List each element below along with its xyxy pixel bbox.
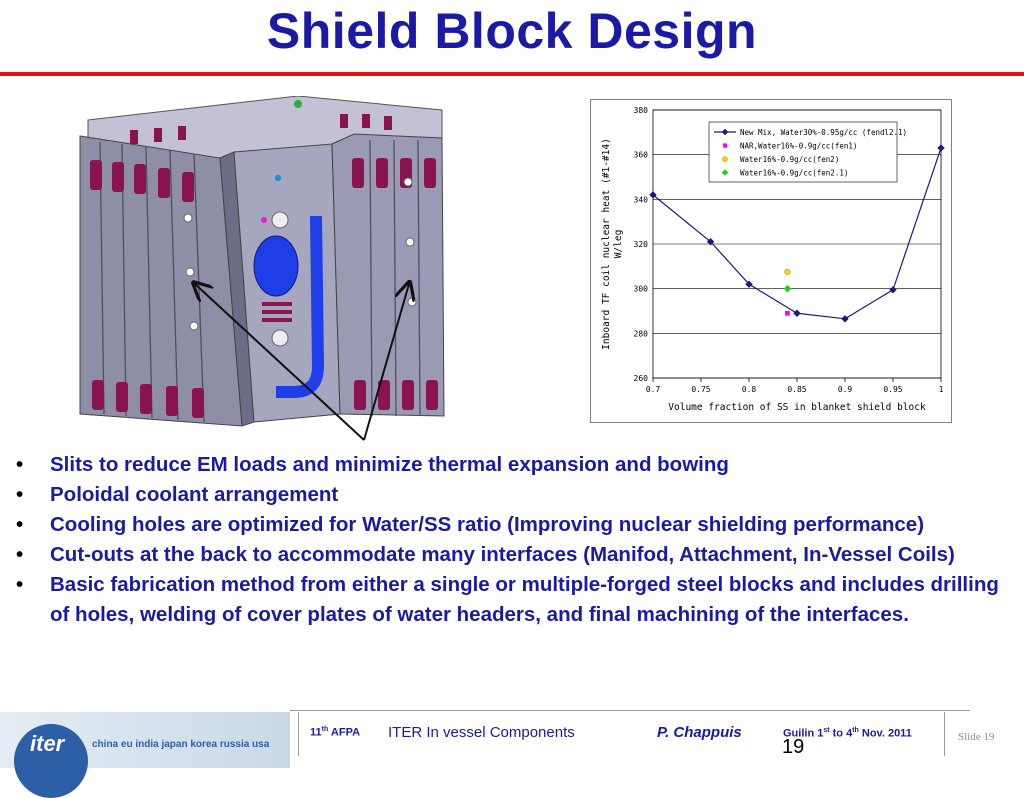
y-tick-label: 360 — [633, 150, 648, 160]
y-tick-label: 340 — [633, 195, 648, 205]
legend-label: NAR,Water16%-0.9g/cc(fen1) — [740, 141, 858, 151]
bullet-item: • Basic fabrication method from either a single or multiple-forged steel blocks and includes drilling of holes, welding of cover plates of water headers, and final machining of the interfaces. — [10, 570, 1010, 630]
slide-label: Slide 19 — [958, 731, 995, 743]
iter-members-text: china eu india japan korea russia usa — [92, 739, 270, 750]
y-tick-label: 260 — [633, 374, 648, 383]
bullet-list — [10, 450, 1010, 630]
bullet-item: • Cooling holes are optimized for Water/SS ratio (Improving nuclear shielding performance) — [10, 510, 1010, 540]
data-point — [890, 287, 896, 293]
nuclear-heat-chart — [590, 99, 952, 423]
bullet-item: • Poloidal coolant arrangement — [10, 480, 1010, 510]
iter-logo-text: iter — [30, 731, 65, 756]
data-point — [842, 316, 848, 322]
slide-title: Shield Block Design — [266, 3, 758, 59]
bullet-item: • Slits to reduce EM loads and minimize thermal expansion and bowing — [10, 450, 1010, 480]
x-tick-label: 0.9 — [837, 385, 853, 394]
footer-date: Guilin 1st to 4th Nov. 2011 — [783, 727, 912, 740]
footer-conference: 11th AFPA — [310, 726, 361, 739]
footer-separator — [298, 712, 299, 756]
y-tick-label: 380 — [633, 106, 648, 115]
data-point — [785, 311, 790, 316]
x-axis-label: Volume fraction of SS in blanket shield block — [668, 402, 926, 413]
nuclear-heat-chart-plot — [591, 100, 951, 422]
data-point — [794, 310, 800, 316]
y-tick-label: 300 — [633, 284, 648, 294]
footer-session: ITER In vessel Components — [388, 724, 575, 741]
data-point — [785, 269, 790, 274]
data-point — [784, 286, 790, 292]
x-tick-label: 0.75 — [691, 385, 711, 394]
y-axis-label: W/leg — [613, 229, 624, 259]
legend-label: Water16%-0.9g/cc(fen2.1) — [740, 168, 849, 178]
footer-divider — [290, 710, 970, 711]
page-number: 19 — [782, 736, 805, 758]
x-tick-label: 0.85 — [787, 385, 807, 394]
legend-label: New Mix, Water30%-0.95g/cc (fendl2.1) — [740, 128, 908, 137]
legend-marker — [723, 157, 728, 162]
footer-author: P. Chappuis — [657, 724, 742, 741]
y-tick-label: 320 — [633, 240, 648, 249]
bullet-item: • Cut-outs at the back to accommodate many interfaces (Manifod, Attachment, In-Vessel Coils) — [10, 540, 1010, 570]
y-tick-label: 280 — [633, 329, 648, 339]
y-axis-label: Inboard TF coil nuclear heat (#1-#14) — [601, 138, 612, 350]
footer-separator — [944, 712, 945, 756]
legend-marker — [723, 143, 727, 147]
data-point — [938, 145, 944, 151]
x-tick-label: 0.7 — [645, 385, 661, 394]
x-tick-label: 0.8 — [741, 385, 757, 394]
x-tick-label: 1 — [938, 385, 944, 394]
x-tick-label: 0.95 — [883, 385, 903, 394]
legend-label: Water16%-0.9g/cc(fen2) — [740, 155, 840, 164]
